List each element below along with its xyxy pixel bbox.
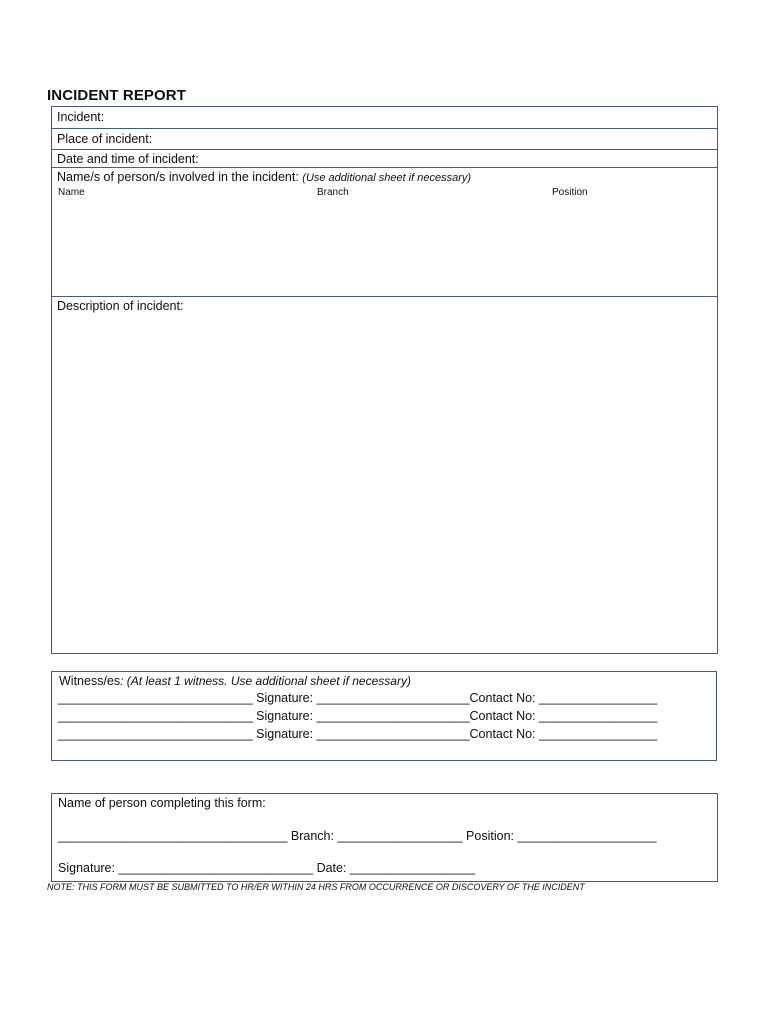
incident-details-box <box>51 106 718 654</box>
completer-name-branch-position-line[interactable]: _________________________________ Branch: __________________ Position: ____________________ <box>58 829 657 843</box>
completer-label: Name of person completing this form: <box>58 796 266 810</box>
incident-label: Incident: <box>57 110 105 124</box>
witness-line-1[interactable]: ____________________________ Signature: ______________________Contact No: _________________ <box>58 691 658 705</box>
witness-label: Witness/es <box>59 674 121 688</box>
submission-note: NOTE: THIS FORM MUST BE SUBMITTED TO HR/ER WITHIN 24 HRS FROM OCCURRENCE OR DISCOVERY OF THE INCIDENT <box>47 882 585 892</box>
column-position: Position <box>552 187 588 198</box>
description-section[interactable] <box>52 297 717 653</box>
place-row[interactable] <box>52 129 717 150</box>
witness-line-3[interactable]: ____________________________ Signature: ______________________Contact No: _________________ <box>58 727 658 741</box>
persons-label: Name/s of person/s involved in the incident: <box>57 170 303 184</box>
place-label: Place of incident: <box>57 132 153 146</box>
description-label: Description of incident: <box>57 299 184 313</box>
column-branch: Branch <box>317 187 349 198</box>
completer-box <box>51 793 718 882</box>
witness-line-2[interactable]: ____________________________ Signature: ______________________Contact No: _________________ <box>58 709 658 723</box>
column-name: Name <box>58 187 85 198</box>
witness-note: : (At least 1 witness. Use additional sheet if necessary) <box>120 674 411 688</box>
witness-box <box>51 671 717 761</box>
persons-note: (Use additional sheet if necessary) <box>302 172 472 184</box>
completer-signature-date-line[interactable]: Signature: ____________________________ Date: __________________ <box>58 861 476 875</box>
incident-row[interactable] <box>52 107 717 129</box>
datetime-label: Date and time of incident: <box>57 152 199 166</box>
datetime-row[interactable] <box>52 150 717 168</box>
persons-involved-section[interactable] <box>52 168 717 297</box>
page-title: INCIDENT REPORT <box>47 87 187 104</box>
